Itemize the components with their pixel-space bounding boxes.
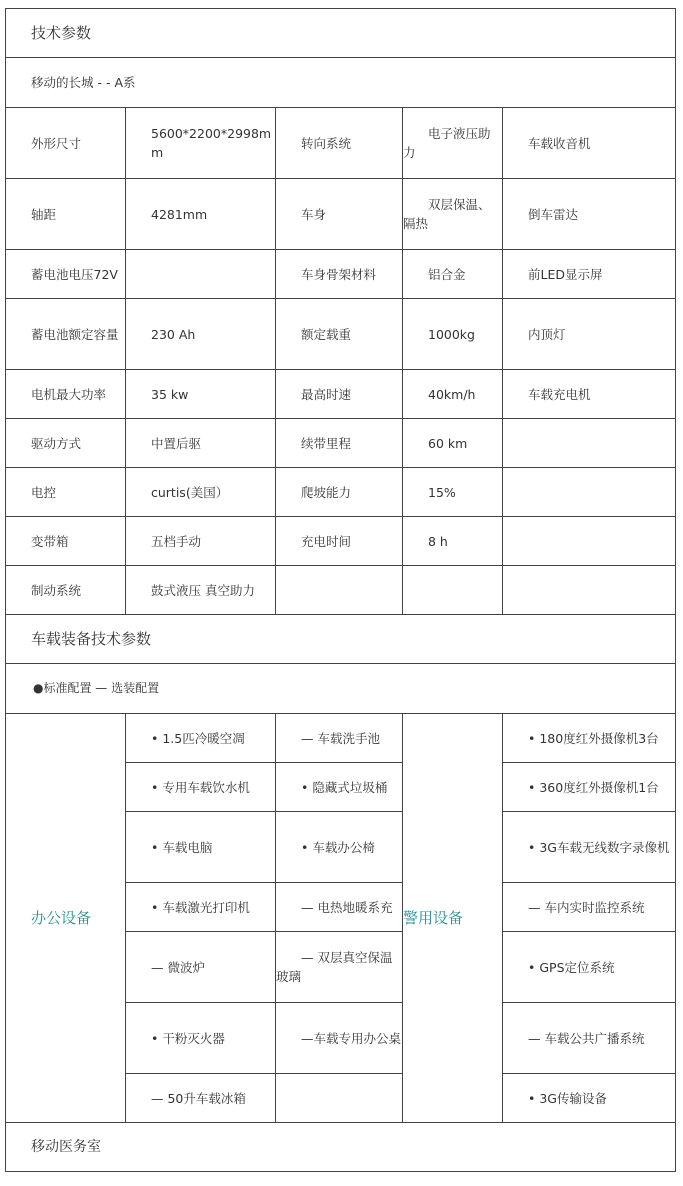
spec-label: 充电时间: [276, 517, 403, 566]
equipment-item: • 专用车载饮水机: [126, 763, 276, 812]
feature-item: 车载收音机: [503, 108, 676, 179]
spec-value: [126, 250, 276, 299]
feature-item: [503, 419, 676, 468]
equipment-item: • 3G车载无线数字录像机: [503, 812, 676, 883]
police-equipment-label: 警用设备: [403, 714, 503, 1123]
equipment-item: — 车内实时监控系统: [503, 883, 676, 932]
spec-value: 5600*2200*2998mm: [126, 108, 276, 179]
spec-value: 电子液压助力: [403, 108, 503, 179]
spec-value: 铝合金: [403, 250, 503, 299]
section-title-tech-params: 技术参数: [6, 9, 676, 58]
equipment-item: [276, 1074, 403, 1123]
equipment-item: • 隐藏式垃圾桶: [276, 763, 403, 812]
equipment-item: — 电热地暖系充: [276, 883, 403, 932]
spec-value: 双层保温、隔热: [403, 179, 503, 250]
equipment-item: • GPS定位系统: [503, 932, 676, 1003]
spec-value: curtis(美国）: [126, 468, 276, 517]
spec-value: 4281mm: [126, 179, 276, 250]
spec-value: 40km/h: [403, 370, 503, 419]
equipment-item: • 360度红外摄像机1台: [503, 763, 676, 812]
feature-item: [503, 468, 676, 517]
equipment-item: • 干粉灭火器: [126, 1003, 276, 1074]
spec-label: 电控: [6, 468, 126, 517]
equipment-item: • 车载电脑: [126, 812, 276, 883]
spec-label: 电机最大功率: [6, 370, 126, 419]
section-title-medical-room: 移动医务室: [6, 1123, 676, 1172]
spec-label: 驱动方式: [6, 419, 126, 468]
equipment-item: • 车载激光打印机: [126, 883, 276, 932]
equipment-item: • 3G传输设备: [503, 1074, 676, 1123]
spec-label: 变带箱: [6, 517, 126, 566]
spec-value: [403, 566, 503, 615]
feature-item: [503, 566, 676, 615]
spec-label: 转向系统: [276, 108, 403, 179]
feature-item: 倒车雷达: [503, 179, 676, 250]
table-row: [6, 299, 676, 370]
spec-label: 轴距: [6, 179, 126, 250]
equipment-item: — 双层真空保温玻璃: [276, 932, 403, 1003]
table-row: [6, 714, 676, 763]
equipment-item: — 车载洗手池: [276, 714, 403, 763]
section-title-equipment: 车载装备技术参数: [6, 615, 676, 664]
spec-label: 蓄电池额定容量: [6, 299, 126, 370]
feature-item: 内顶灯: [503, 299, 676, 370]
model-name: 移动的长城 - - A系: [6, 58, 676, 108]
spec-value: 230 Ah: [126, 299, 276, 370]
feature-item: 车载充电机: [503, 370, 676, 419]
table-row: [6, 108, 676, 179]
spec-value: 鼓式液压 真空助力: [126, 566, 276, 615]
spec-value: 35 kw: [126, 370, 276, 419]
table-row: [6, 566, 676, 615]
legend: ●标准配置 — 选装配置: [6, 664, 676, 714]
spec-value: 五档手动: [126, 517, 276, 566]
spec-value: 60 km: [403, 419, 503, 468]
equipment-item: — 车载公共广播系统: [503, 1003, 676, 1074]
spec-label: 续带里程: [276, 419, 403, 468]
feature-item: 前LED显示屏: [503, 250, 676, 299]
table-row: [6, 179, 676, 250]
spec-label: [276, 566, 403, 615]
spec-label: 最高时速: [276, 370, 403, 419]
spec-value: 1000kg: [403, 299, 503, 370]
feature-item: [503, 517, 676, 566]
spec-label: 额定载重: [276, 299, 403, 370]
table-row: [6, 370, 676, 419]
table-row: [6, 517, 676, 566]
spec-label: 爬坡能力: [276, 468, 403, 517]
spec-value: 中置后驱: [126, 419, 276, 468]
equipment-item: • 车载办公椅: [276, 812, 403, 883]
spec-value: 15%: [403, 468, 503, 517]
equipment-item: • 1.5匹冷暖空凋: [126, 714, 276, 763]
spec-label: 车身: [276, 179, 403, 250]
office-equipment-label: 办公设备: [6, 714, 126, 1123]
equipment-item: —车载专用办公桌: [276, 1003, 403, 1074]
table-row: [6, 419, 676, 468]
spec-label: 蓄电池电压72V: [6, 250, 126, 299]
equipment-item: — 50升车载冰箱: [126, 1074, 276, 1123]
spec-value: 8 h: [403, 517, 503, 566]
spec-label: 车身骨架材料: [276, 250, 403, 299]
equipment-item: — 微波炉: [126, 932, 276, 1003]
spec-label: 制动系统: [6, 566, 126, 615]
spec-table: [5, 8, 676, 1172]
table-row: [6, 468, 676, 517]
equipment-item: • 180度红外摄像机3台: [503, 714, 676, 763]
spec-label: 外形尺寸: [6, 108, 126, 179]
table-row: [6, 250, 676, 299]
